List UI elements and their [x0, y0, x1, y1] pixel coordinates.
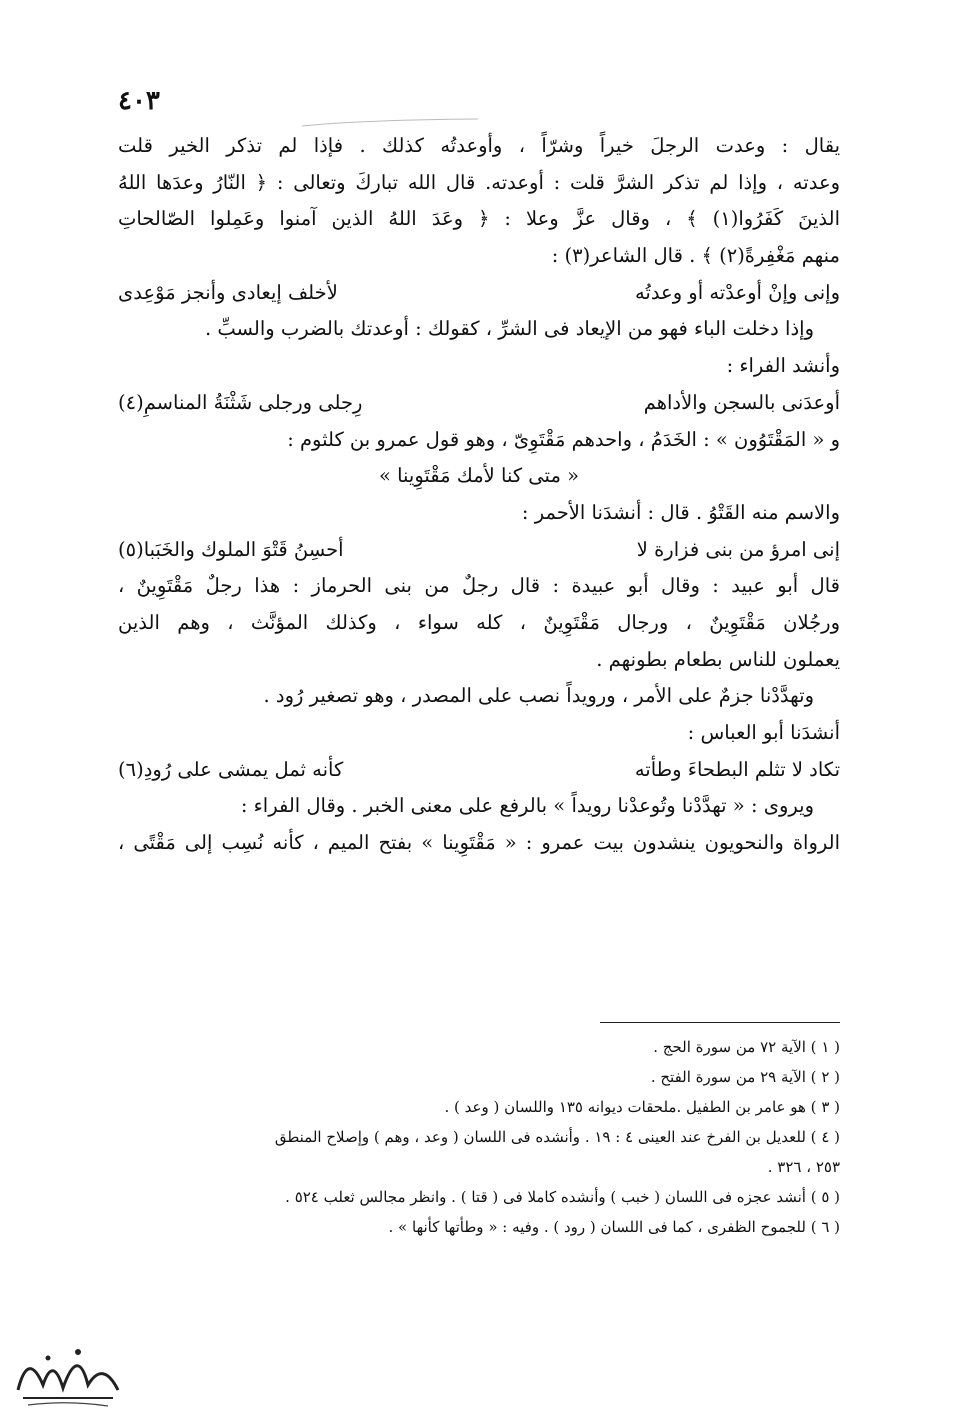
verse-line — [118, 385, 840, 422]
main-text — [118, 128, 840, 862]
text-line: و « المَقْتَوُون » : الخَدَمُ ، واحدهم مَقْتَوِىّ ، وهو قول عمرو بن كلثوم : — [287, 427, 840, 451]
footnotes — [118, 1032, 840, 1242]
text-line: قال أبو عبيد : وقال أبو عبيدة : قال رجلٌ من بنى الحرماز : هذا رجلٌ مَقْتَوِينٌ ، — [118, 574, 840, 598]
text-line: ويروى : « تهدَّدْنا وتُوعدْنا رويداً » بالرفع على معنى الخبر . وقال الفراء : — [240, 794, 814, 818]
text-line: أنشدَنا أبو العباس : — [687, 721, 840, 744]
verse-line — [118, 752, 840, 789]
footnote-line: ( ٦ ) للجموح الظفرى ، كما فى اللسان ( رود ) . وفيه : « وطأتها كأنها » . — [388, 1218, 840, 1236]
verse-first-hemistich: أوعدَنى بالسجن والأداهم — [643, 390, 840, 414]
verse-second-hemistich: لأخلف إيعادى وأنجز مَوْعِدى — [118, 280, 338, 304]
text-line: وإذا دخلت الباء فهو من الإيعاد فى الشرِّ ، كقولك : أوعدتك بالضرب والسبِّ . — [204, 317, 814, 341]
footnote-line: ( ٤ ) للعديل بن الفرخ عند العينى ٤ : ١٩ . وأنشده فى اللسان ( وعد ، وهم ) وإصلاح المنطق — [274, 1128, 840, 1146]
verse-first-hemistich: إنى امرؤ من بنى فزارة لا — [636, 537, 840, 561]
text-line: يقال : وعدت الرجلَ خيراً وشرّاً ، وأوعدتُه كذلك . فإذا لم تذكر الخير قلت — [118, 134, 840, 157]
footnote-line: ( ٥ ) أنشد عجزه فى اللسان ( خبب ) وأنشده كاملا فى ( قتا ) . وانظر مجالس ثعلب ٥٢٤ . — [285, 1188, 840, 1206]
verse-line — [118, 532, 840, 569]
footnote-line: ( ٢ ) الآية ٢٩ من سورة الفتح . — [650, 1068, 840, 1086]
footnote-separator — [600, 1022, 840, 1023]
text-line: وعدته ، وإذا لم تذكر الشرَّ قلت : أوعدته. قال الله تباركَ وتعالى : ﴿ النّارُ وعدَها اللهُ — [118, 170, 840, 194]
verse-first-hemistich: وإنى وإنْ أوعدْته أو وعدتُه — [634, 280, 840, 304]
verse-second-hemistich: أحسِنُ قَتْوَ الملوك والخَبَبا(٥) — [118, 537, 344, 561]
verse-second-hemistich: كأنه ثمل يمشى على رُودِ(٦) — [118, 757, 344, 781]
ink-smudge — [300, 118, 480, 128]
text-line: منهم مَغْفِرةً(٢) ﴾ . قال الشاعر(٣) : — [551, 244, 840, 268]
verse-first-hemistich: تكاد لا تثلم البطحاءَ وطأته — [634, 757, 840, 781]
page-number: ٤٠٣ — [118, 86, 160, 116]
text-line: والاسم منه القَتْوُ . قال : أنشدَنا الأحمر : — [521, 500, 840, 524]
text-line: الذينَ كَفَرُوا(١) ﴾ ، وقال عزَّ وعلا : ﴿ وعَدَ اللهُ الذين آمنوا وعَمِلوا الصّالحاتِ — [118, 207, 840, 231]
text-line: وتهدَّدْنا جزمٌ على الأمر ، ورويداً نصب على المصدر ، وهو تصغير رُود . — [263, 684, 814, 708]
verse-second-hemistich: رِجلى ورجلى شَثْنَةُ المناسمِ(٤) — [118, 390, 363, 414]
footnote-line: ( ٣ ) هو عامر بن الطفيل .ملحقات ديوانه ١٣٥ واللسان ( وعد ) . — [444, 1098, 840, 1116]
text-line: « متى كنا لأمك مَقْتَوِينا » — [378, 464, 580, 488]
library-stamp-logo — [8, 1330, 128, 1410]
text-line: ورجُلان مَقْتَوِينٌ ، ورجال مَقْتَوِينٌ ، كله سواء ، وكذلك المؤنَّث ، وهم الذين — [118, 610, 840, 634]
footnote-line: ( ١ ) الآية ٧٢ من سورة الحج . — [653, 1038, 840, 1056]
verse-line — [118, 275, 840, 312]
text-line: يعملون للناس بطعام بطونهم . — [596, 647, 840, 671]
footnote-line: ٢٥٣ ، ٣٢٦ . — [767, 1158, 840, 1176]
text-line: الرواة والنحويون ينشدون بيت عمرو : « مَقْتَوِينا » بفتح الميم ، كأنه نُسِب إلى مَقْتًى ، — [118, 831, 840, 855]
text-line: وأنشد الفراء : — [726, 354, 840, 378]
